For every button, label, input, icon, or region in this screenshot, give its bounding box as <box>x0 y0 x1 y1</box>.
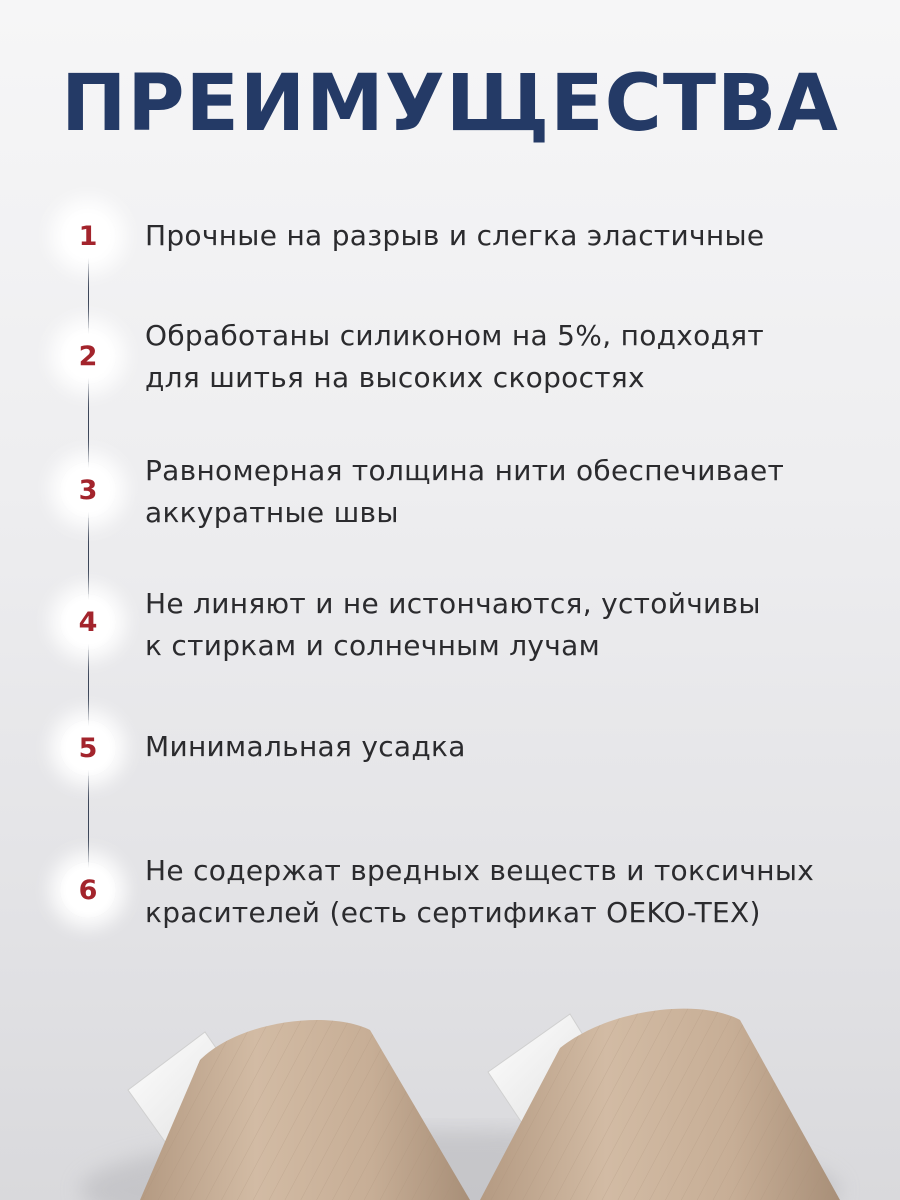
advantage-text <box>145 850 875 934</box>
number-badge: 4 <box>60 594 116 650</box>
number-badge: 5 <box>60 720 116 776</box>
advantage-text-line: красителей (есть сертификат OEKO-TEX) <box>145 896 761 929</box>
advantage-text <box>145 315 875 399</box>
advantage-text-line: Не линяют и не истончаются, устойчивы <box>145 587 761 620</box>
advantage-text-line: Не содержат вредных веществ и токсичных <box>145 854 815 887</box>
advantage-text-line: Минимальная усадка <box>145 730 466 763</box>
advantage-text <box>145 450 875 534</box>
number-badge: 1 <box>60 208 116 264</box>
advantage-text <box>145 215 875 257</box>
advantage-text-line: к стиркам и солнечным лучам <box>145 629 601 662</box>
number-badge: 6 <box>60 862 116 918</box>
number-badge: 2 <box>60 328 116 384</box>
number-badge: 3 <box>60 462 116 518</box>
advantage-text-line: Прочные на разрыв и слегка эластичные <box>145 219 765 252</box>
page-title: ПРЕИМУЩЕСТВА <box>61 59 839 149</box>
advantage-text <box>145 726 875 768</box>
thread-spools-icon <box>0 960 900 1200</box>
advantage-text-line: Обработаны силиконом на 5%, подходят <box>145 319 765 352</box>
advantage-text-line: Равномерная толщина нити обеспечивает <box>145 454 785 487</box>
advantage-text-line: аккуратные швы <box>145 496 399 529</box>
advantage-text-line: для шитья на высоких скоростях <box>145 361 645 394</box>
advantage-text <box>145 583 875 667</box>
